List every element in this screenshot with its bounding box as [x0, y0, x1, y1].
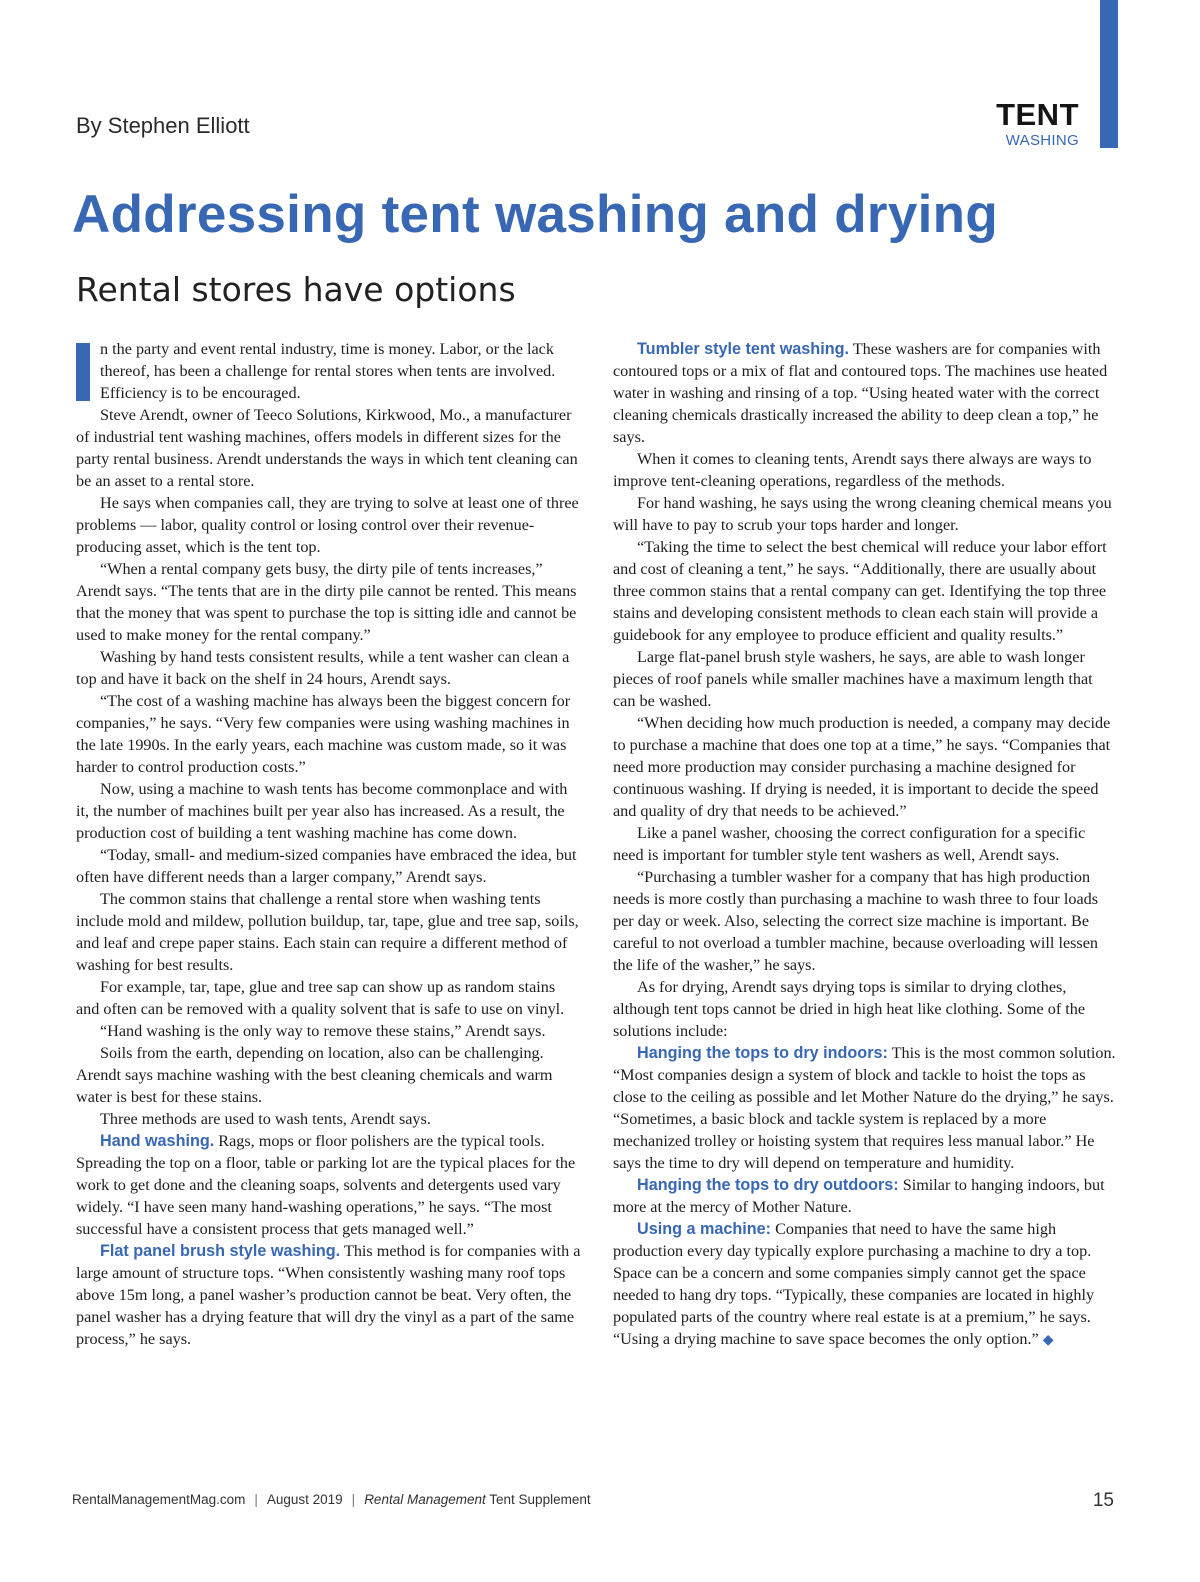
paragraph-text: This method is for companies with a large amount of structure tops. “When consistently washing many roof tops above 15m long, a panel washer’s production cannot be beat. Very often, the panel washer has a drying feature that will dry the vinyl as a part of the same process,” he says.: [76, 1242, 581, 1348]
paragraph-text: When it comes to cleaning tents, Arendt says there always are ways to improve tent-cleaning operations, regardless of the methods.: [613, 450, 1092, 490]
article-paragraph: [613, 536, 1118, 646]
run-in-heading: Tumbler style tent washing.: [637, 340, 849, 358]
paragraph-text: Three methods are used to wash tents, Arendt says.: [100, 1110, 431, 1128]
end-mark-icon: ◆: [1042, 1333, 1054, 1348]
paragraph-text: Rags, mops or floor polishers are the typical tools. Spreading the top on a floor, table or parking lot are the typical places for the work to get done and the cleaning soaps, solvents and detergents used vary widely. “I have seen many hand-washing operations,” he says. “The most successful have a consistent process that gets managed well.”: [76, 1132, 576, 1238]
article-paragraph: [76, 1020, 581, 1042]
article-paragraph: [613, 712, 1118, 822]
paragraph-text: Steve Arendt, owner of Teeco Solutions, Kirkwood, Mo., a manufacturer of industrial tent washing machines, offers models in different sizes for the party rental business. Arendt understands the ways in which tent cleaning can be an asset to a rental store.: [76, 406, 578, 490]
article-paragraph: [613, 1174, 1118, 1218]
run-in-heading: Flat panel brush style washing.: [100, 1242, 341, 1260]
article-paragraph: [613, 448, 1118, 492]
run-in-heading: Hanging the tops to dry indoors:: [637, 1044, 888, 1062]
footer-date: August 2019: [266, 1492, 343, 1507]
article-column-right: [613, 338, 1118, 1352]
paragraph-text: Now, using a machine to wash tents has become commonplace and with it, the number of machines built per year also has increased. As a result, the production cost of building a tent washing machine has come down.: [76, 780, 568, 842]
article-paragraph: [613, 976, 1118, 1042]
article-paragraph: [613, 866, 1118, 976]
footer-separator: |: [351, 1492, 356, 1507]
section-tag-subtitle: WASHING: [1005, 132, 1079, 149]
subhead: Rental stores have options: [76, 270, 516, 309]
paragraph-text: The common stains that challenge a rental store when washing tents include mold and mildew, pollution buildup, tar, tape, glue and tree sap, soils, and leaf and crepe paper stains. Each stain can require a different method of washing for best results.: [76, 890, 579, 974]
article-paragraph: [76, 778, 581, 844]
footer-site: RentalManagementMag.com: [72, 1492, 246, 1507]
paragraph-text: “When a rental company gets busy, the dirty pile of tents increases,” Arendt says. “The tents that are in the dirty pile cannot be rented. This means that the money that was spent to purchase the top is sitting idle and cannot be used to make money for the rental company.”: [76, 560, 577, 644]
article-paragraph: [76, 844, 581, 888]
article-paragraph: [76, 690, 581, 778]
article-paragraph: [76, 558, 581, 646]
run-in-heading: Hand washing.: [100, 1132, 215, 1150]
article-paragraph: [613, 492, 1118, 536]
paragraph-text: He says when companies call, they are trying to solve at least one of three problems — labor, quality control or losing control over their revenue-producing asset, which is the tent top.: [76, 494, 579, 556]
paragraph-text: “Purchasing a tumbler washer for a company that has high production needs is more costly than purchasing a machine to wash three to four loads per day or week. Also, selecting the correct size machine is important. Be careful to not overload a tumbler machine, because overloading will lessen the life of the washer,” he says.: [613, 868, 1099, 974]
paragraph-text: As for drying, Arendt says drying tops is similar to drying clothes, although tent tops cannot be dried in high heat like clothing. Some of the solutions include:: [613, 978, 1086, 1040]
article-paragraph: [613, 338, 1118, 448]
byline: By Stephen Elliott: [76, 113, 250, 138]
article-paragraph: [76, 404, 581, 492]
drop-cap: [76, 343, 90, 401]
footer-supplement: Tent Supplement: [489, 1492, 591, 1507]
paragraph-text: These washers are for companies with contoured tops or a mix of flat and contoured tops. The machines use heated water in washing and rinsing of a top. “Using heated water with the correct cleaning chemicals drastically increased the ability to deep clean a top,” he says.: [613, 340, 1108, 446]
paragraph-text: Like a panel washer, choosing the correct configuration for a specific need is important for tumbler style tent washers as well, Arendt says.: [613, 824, 1086, 864]
article-column-left: [76, 338, 581, 1350]
headline: Addressing tent washing and drying: [72, 185, 999, 244]
article-paragraph: [76, 492, 581, 558]
article-paragraph: [76, 888, 581, 976]
paragraph-text: n the party and event rental industry, time is money. Labor, or the lack thereof, has been a challenge for rental stores when tents are involved. Efficiency is to be encouraged.: [100, 340, 556, 402]
paragraph-text: “The cost of a washing machine has always been the biggest concern for companies,” he says. “Very few companies were using washing machines in the late 1990s. In the early years, each machine was custom made, so it was harder to control production costs.”: [76, 692, 571, 776]
article-paragraph: [613, 822, 1118, 866]
paragraph-text: For hand washing, he says using the wrong cleaning chemical means you will have to pay to scrub your tops harder and longer.: [613, 494, 1112, 534]
footer-separator: |: [254, 1492, 258, 1507]
article-paragraph: [76, 1042, 581, 1108]
paragraph-text: “Taking the time to select the best chemical will reduce your labor effort and cost of cleaning a tent,” he says. “Additionally, there are usually about three common stains that a rental company can get. Identifying the top three stains and developing consistent methods to clean each stain will provide a guidebook for any employee to produce efficient and quality results.”: [613, 538, 1107, 644]
paragraph-text: Soils from the earth, depending on location, also can be challenging. Arendt says machine washing with the best cleaning chemicals and warm water is best for these stains.: [76, 1044, 553, 1106]
paragraph-text: “When deciding how much production is needed, a company may decide to purchase a machine that does one top at a time,” he says. “Companies that need more production may consider purchasing a machine designed for continuous washing. If drying is needed, it is important to decide the speed and quality of dry that needs to be achieved.”: [613, 714, 1111, 820]
article-paragraph: [76, 1108, 581, 1130]
footer: [72, 1492, 591, 1507]
accent-bar: [1100, 0, 1118, 148]
run-in-heading: Hanging the tops to dry outdoors:: [637, 1176, 899, 1194]
paragraph-text: “Hand washing is the only way to remove these stains,” Arendt says.: [100, 1022, 546, 1040]
paragraph-text: For example, tar, tape, glue and tree sap can show up as random stains and often can be removed with a quality solvent that is safe to use on vinyl.: [76, 978, 565, 1018]
article-paragraph: [76, 646, 581, 690]
article-paragraph: [613, 1042, 1118, 1174]
article-paragraph: [76, 1130, 581, 1240]
article-paragraph: [613, 1218, 1118, 1352]
paragraph-text: Washing by hand tests consistent results, while a tent washer can clean a top and have it back on the shelf in 24 hours, Arendt says.: [76, 648, 570, 688]
paragraph-text: Large flat-panel brush style washers, he says, are able to wash longer pieces of roof panels while smaller machines have a maximum length that can be washed.: [613, 648, 1093, 710]
article-paragraph: [76, 1240, 581, 1350]
page-number: 15: [1092, 1490, 1114, 1511]
article-paragraph: [76, 338, 581, 404]
paragraph-text: Similar to hanging indoors, but more at the mercy of Mother Nature.: [613, 1176, 1105, 1216]
article-paragraph: [613, 646, 1118, 712]
run-in-heading: Using a machine:: [637, 1220, 772, 1238]
footer-publication: Rental Management: [364, 1492, 486, 1507]
paragraph-text: This is the most common solution. “Most companies design a system of block and tackle to hoist the tops as close to the ceiling as possible and let Mother Nature do the drying,” he says. “Sometimes, a basic block and tackle system is replaced by a more mechanized trolley or hoisting system that requires less manual labor.” He says the time to dry will depend on temperature and humidity.: [613, 1044, 1116, 1172]
section-tag: [996, 98, 1079, 150]
article-paragraph: [76, 976, 581, 1020]
paragraph-text: Companies that need to have the same high production every day typically explore purchasing a machine to dry a top. Space can be a concern and some companies simply cannot get the space needed to hang dry tops. “Typically, these companies are located in highly populated parts of the country where real estate is at a premium,” he says. “Using a drying machine to save space becomes the only option.”: [613, 1220, 1095, 1348]
section-tag-title: TENT: [996, 97, 1079, 132]
paragraph-text: “Today, small- and medium-sized companies have embraced the idea, but often have different needs than a larger company,” Arendt says.: [76, 846, 577, 886]
